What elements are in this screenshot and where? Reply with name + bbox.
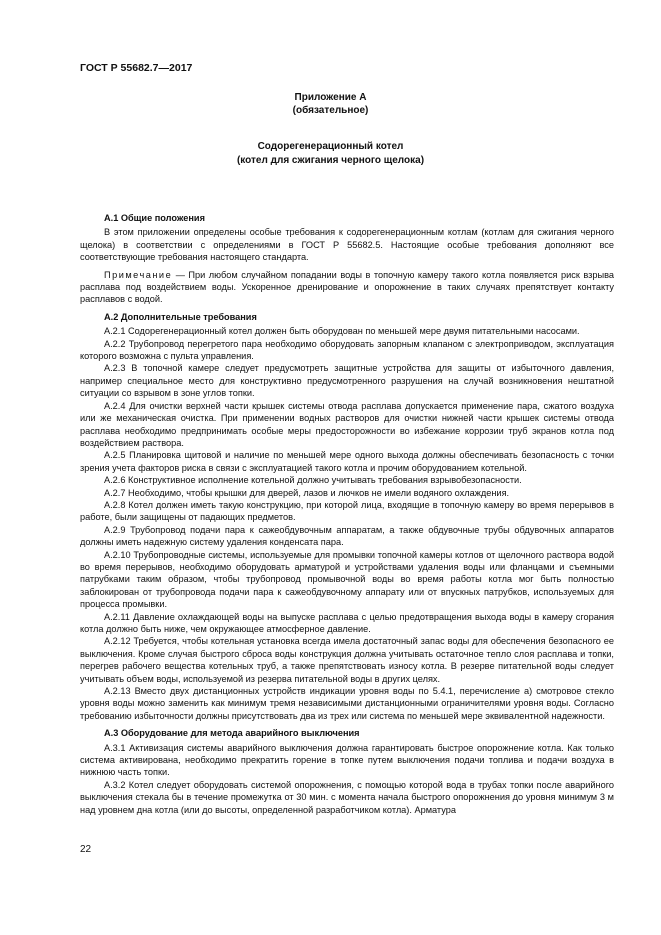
paragraph: А.2.10 Трубопроводные системы, используемые для промывки топочной камеры котлов от щелочного раствора водой во время перерывов, необходимо оборудовать арматурой и устройствами удаления воды или фланцами и съемными патрубками таким образом, чтобы трубопровод промывочной воды во время работы котла мог быть полностью заблокирован от трубопровода подачи пара к сажеобдувочному аппарату или от впускных патрубков, используемых для процесса промывки. — [80, 549, 614, 610]
paragraph: А.2.13 Вместо двух дистанционных устройств индикации уровня воды по 5.4.1, перечисление а) смотровое стекло уровня воды можно заменить как минимум тремя независимыми дистанционными ограничителями уровня воды. Согласно требованию избыточности должны присутствовать два из трех или система по меньшей мере эквивалентной надежности. — [80, 686, 614, 721]
paragraph: В этом приложении определены особые требования к содорегенерационным котлам (котлам для сжигания черного щелока) в соответствии с определениями в ГОСТ Р 55682.5. Настоящие особые требования дополняют все соответствующие требования настоящего стандарта. — [80, 227, 614, 263]
note-label: Примечание — [104, 269, 173, 280]
note — [80, 269, 614, 306]
paragraph: А.2.5 Планировка щитовой и наличие по меньшей мере одного выхода должны обеспечивать безопасность с точки зрения учета факторов риска в связи с эксплуатацией такого котла и прочим оборудованием котельной. — [80, 450, 614, 473]
paragraph: А.2.2 Трубопровод перегретого пара необходимо оборудовать запорным клапаном с электроприводом, эксплуатация которого возможна с пульта управления. — [80, 338, 614, 362]
annex-heading-line1: Содорегенерационный котел — [257, 141, 404, 152]
section-a3-title: А.3 Оборудование для метода аварийного выключения — [104, 728, 360, 739]
paragraph: А.2.4 Для очистки верхней части крышек системы отвода расплава допускается применение пара, сжатого воздуха или же механическая очистка. При применении водных растворов для очистки нижней части крышек системы отвода расплава необходимо предпринимать особые меры предосторожности во избежание коррозии труб экранов котла под воздействием раствора. — [80, 400, 614, 448]
paragraph: А.2.3 В топочной камере следует предусмотреть защитные устройства для защиты от избыточного давления, например специальное место для конструктивно предусмотренного разрушения на случай возникновения нештатной ситуации со взрывом в зоне углов топки. — [80, 363, 614, 399]
annex-heading-line2: (котел для сжигания черного щелока) — [236, 155, 425, 166]
paragraph: А.2.11 Давление охлаждающей воды на выпуске расплава с целью предотвращения выхода воды в камеру сгорания котла должно быть ниже, чем окружающее атмосферное давление. — [80, 611, 614, 634]
paragraph: А.3.2 Котел следует оборудовать системой опорожнения, с помощью которой вода в трубах топки после аварийного выключения стекала бы в течение промежутка от 30 мин. с момента начала быстрого опорожнения до уровня минимум 3 м над уровнем дна котла (или до высоты, определенной разработчиком котла). Арматура — [80, 779, 614, 815]
section-a1-title: А.1 Общие положения — [104, 213, 205, 223]
section-a2-title: А.2 Дополнительные требования — [104, 311, 257, 322]
paragraph: А.2.12 Требуется, чтобы котельная установка всегда имела достаточный запас воды для обеспечения безопасного ее выключения. Кроме случая быстрого сброса воды конструкция должна учитывать остаточное тепло слоя расплава и топки, перегрев рабочего вещества котельных труб, а также препятствовать износу котла. В резерве питательной воды следует учитывать объем воды, используемой из резерва питательной воды в других целях. — [80, 636, 614, 684]
paragraph: А.2.8 Котел должен иметь такую конструкцию, при которой лица, входящие в топочную камеру во время перерывов в работе, были защищены от падающих предметов. — [80, 499, 614, 523]
document-body — [80, 212, 614, 816]
paragraph: А.2.6 Конструктивное исполнение котельной должно учитывать требования взрывобезопасности. — [104, 475, 522, 486]
paragraph: А.2.9 Трубопровод подачи пара к сажеобдувочным аппаратам, а также обдувочные трубы обдувочных аппаратов должны иметь надежную систему удаления конденсата пара. — [80, 524, 614, 548]
paragraph: А.2.7 Необходимо, чтобы крышки для дверей, лазов и лючков не имели водяного охлаждения. — [104, 487, 510, 498]
paragraph: А.2.1 Содорегенерационный котел должен быть оборудован по меньшей мере двумя питательными насосами. — [104, 326, 580, 337]
annex-title: Приложение А — [294, 92, 367, 103]
standard-header: ГОСТ Р 55682.7—2017 — [80, 62, 193, 74]
paragraph: А.3.1 Активизация системы аварийного выключения должна гарантировать быстрое опорожнение котла. Как только система активирована, необходимо прекратить горение в топке путем выключения подачи топлива и подачи воздуха в нижнюю часть топки. — [80, 742, 614, 778]
note-text: — При любом случайном попадании воды в топочную камеру такого котла появляется риск взрыва расплава под воздействием воды. Ускоренное дренирование и опорожнение в таких случаях препятствует контакту расплавов с водой. — [80, 269, 614, 305]
page-number: 22 — [80, 844, 92, 855]
annex-status: (обязательное) — [292, 105, 369, 116]
